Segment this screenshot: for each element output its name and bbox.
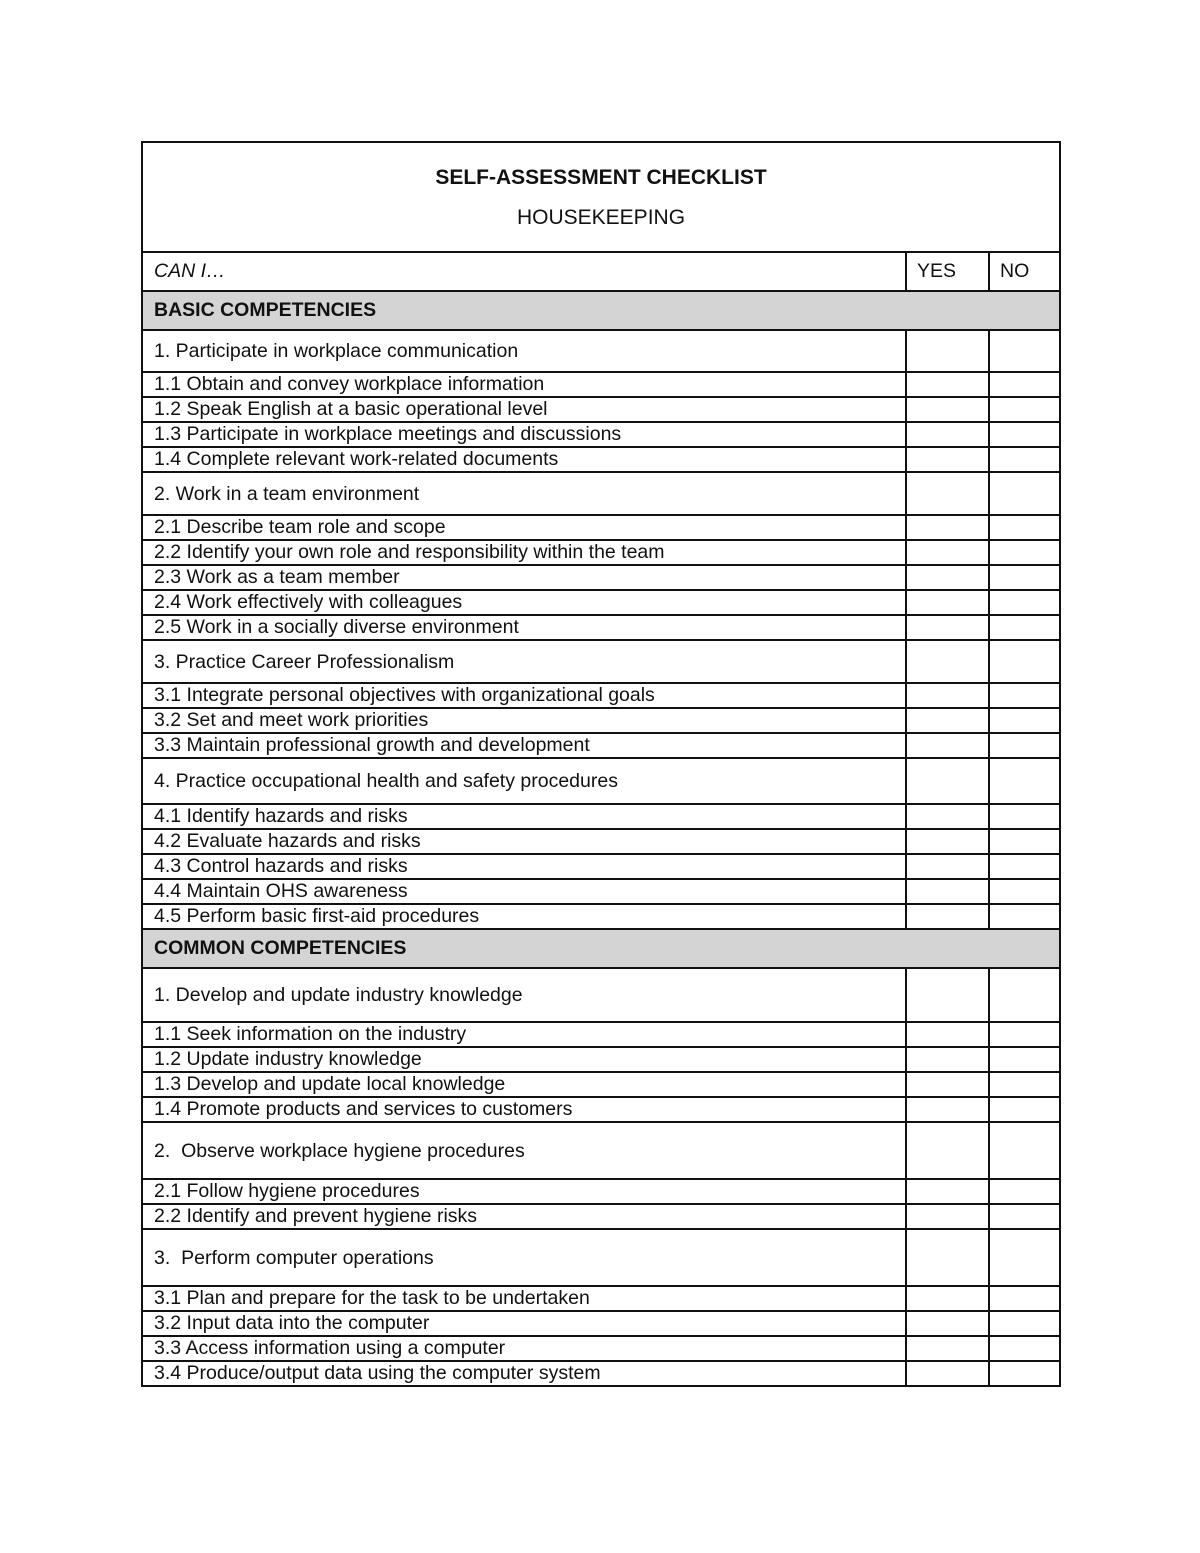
competency-group-row (142, 640, 1060, 683)
competency-label: 1.4 Complete relevant work-related documents (142, 447, 906, 472)
no-checkbox-cell[interactable] (989, 422, 1060, 447)
competency-label: 2.5 Work in a socially diverse environment (142, 615, 906, 640)
competency-label: 1.3 Participate in workplace meetings and discussions (142, 422, 906, 447)
yes-checkbox-cell[interactable] (906, 758, 989, 804)
competency-label: 3.2 Set and meet work priorities (142, 708, 906, 733)
yes-checkbox-cell[interactable] (906, 1072, 989, 1097)
no-checkbox-cell[interactable] (989, 397, 1060, 422)
yes-checkbox-cell[interactable] (906, 1311, 989, 1336)
competency-item-row (142, 615, 1060, 640)
yes-checkbox-cell[interactable] (906, 968, 989, 1022)
no-checkbox-cell[interactable] (989, 590, 1060, 615)
yes-checkbox-cell[interactable] (906, 515, 989, 540)
competency-label: 4.3 Control hazards and risks (142, 854, 906, 879)
competency-item-row (142, 397, 1060, 422)
competency-label: 2. Observe workplace hygiene procedures (142, 1122, 906, 1179)
competency-item-row (142, 1022, 1060, 1047)
competency-label: 2. Work in a team environment (142, 472, 906, 515)
competency-item-row (142, 854, 1060, 879)
competency-item-row (142, 1047, 1060, 1072)
competency-item-row (142, 683, 1060, 708)
column-header-row (142, 252, 1060, 291)
no-checkbox-cell[interactable] (989, 804, 1060, 829)
competency-group-row (142, 1122, 1060, 1179)
no-checkbox-cell[interactable] (989, 540, 1060, 565)
competency-label: 3.4 Produce/output data using the computer system (142, 1361, 906, 1386)
no-checkbox-cell[interactable] (989, 854, 1060, 879)
yes-checkbox-cell[interactable] (906, 1361, 989, 1386)
competency-label: 3.1 Plan and prepare for the task to be undertaken (142, 1286, 906, 1311)
competency-item-row (142, 1072, 1060, 1097)
yes-checkbox-cell[interactable] (906, 708, 989, 733)
competency-label: 3.1 Integrate personal objectives with organizational goals (142, 683, 906, 708)
yes-checkbox-cell[interactable] (906, 1229, 989, 1286)
competency-item-row (142, 1097, 1060, 1122)
competency-label: 1.2 Speak English at a basic operational level (142, 397, 906, 422)
section-header-row (142, 291, 1060, 330)
no-checkbox-cell[interactable] (989, 1229, 1060, 1286)
yes-checkbox-cell[interactable] (906, 879, 989, 904)
yes-checkbox-cell[interactable] (906, 904, 989, 929)
no-checkbox-cell[interactable] (989, 1072, 1060, 1097)
yes-checkbox-cell[interactable] (906, 854, 989, 879)
competency-item-row (142, 1179, 1060, 1204)
competency-item-row (142, 515, 1060, 540)
no-checkbox-cell[interactable] (989, 879, 1060, 904)
competency-label: 2.3 Work as a team member (142, 565, 906, 590)
yes-checkbox-cell[interactable] (906, 540, 989, 565)
competency-item-row (142, 422, 1060, 447)
competency-label: 4.1 Identify hazards and risks (142, 804, 906, 829)
competency-group-row (142, 1229, 1060, 1286)
checklist-sheet (141, 141, 1059, 1387)
competency-label: 2.2 Identify your own role and responsibility within the team (142, 540, 906, 565)
section-header-row (142, 929, 1060, 968)
yes-checkbox-cell[interactable] (906, 1179, 989, 1204)
competency-label: 3.3 Maintain professional growth and development (142, 733, 906, 758)
competency-label: 4.2 Evaluate hazards and risks (142, 829, 906, 854)
competency-item-row (142, 879, 1060, 904)
competency-item-row (142, 1311, 1060, 1336)
no-checkbox-cell[interactable] (989, 708, 1060, 733)
no-checkbox-cell[interactable] (989, 1361, 1060, 1386)
yes-checkbox-cell[interactable] (906, 590, 989, 615)
no-checkbox-cell[interactable] (989, 472, 1060, 515)
no-checkbox-cell[interactable] (989, 968, 1060, 1022)
competency-item-row (142, 804, 1060, 829)
competency-label: 3.2 Input data into the computer (142, 1311, 906, 1336)
no-checkbox-cell[interactable] (989, 1179, 1060, 1204)
competency-label: 1.1 Obtain and convey workplace information (142, 372, 906, 397)
competency-label: 1. Participate in workplace communication (142, 330, 906, 372)
competency-label: 4. Practice occupational health and safety procedures (142, 758, 906, 804)
column-header-prompt: CAN I… (142, 252, 906, 291)
no-checkbox-cell[interactable] (989, 829, 1060, 854)
yes-checkbox-cell[interactable] (906, 1286, 989, 1311)
competency-group-row (142, 968, 1060, 1022)
yes-checkbox-cell[interactable] (906, 1204, 989, 1229)
title-row (142, 142, 1060, 252)
section-title: BASIC COMPETENCIES (142, 291, 1060, 330)
no-checkbox-cell[interactable] (989, 1047, 1060, 1072)
yes-checkbox-cell[interactable] (906, 565, 989, 590)
section-title: COMMON COMPETENCIES (142, 929, 1060, 968)
no-checkbox-cell[interactable] (989, 615, 1060, 640)
competency-group-row (142, 330, 1060, 372)
yes-checkbox-cell[interactable] (906, 447, 989, 472)
no-checkbox-cell[interactable] (989, 683, 1060, 708)
yes-checkbox-cell[interactable] (906, 1047, 989, 1072)
competency-item-row (142, 1204, 1060, 1229)
competency-item-row (142, 733, 1060, 758)
competency-label: 2.4 Work effectively with colleagues (142, 590, 906, 615)
competency-label: 3.3 Access information using a computer (142, 1336, 906, 1361)
page-subtitle: HOUSEKEEPING (516, 206, 686, 229)
no-checkbox-cell[interactable] (989, 758, 1060, 804)
yes-checkbox-cell[interactable] (906, 397, 989, 422)
yes-checkbox-cell[interactable] (906, 804, 989, 829)
no-checkbox-cell[interactable] (989, 1204, 1060, 1229)
no-checkbox-cell[interactable] (989, 1122, 1060, 1179)
title-cell (142, 142, 1060, 252)
yes-checkbox-cell[interactable] (906, 330, 989, 372)
no-checkbox-cell[interactable] (989, 1336, 1060, 1361)
page-title: SELF-ASSESSMENT CHECKLIST (435, 166, 767, 189)
competency-label: 1.3 Develop and update local knowledge (142, 1072, 906, 1097)
competency-item-row (142, 1286, 1060, 1311)
no-checkbox-cell[interactable] (989, 733, 1060, 758)
no-checkbox-cell[interactable] (989, 447, 1060, 472)
competency-label: 2.1 Describe team role and scope (142, 515, 906, 540)
checklist-table (141, 141, 1061, 1387)
competency-label: 1.1 Seek information on the industry (142, 1022, 906, 1047)
no-checkbox-cell[interactable] (989, 1022, 1060, 1047)
no-checkbox-cell[interactable] (989, 330, 1060, 372)
no-checkbox-cell[interactable] (989, 640, 1060, 683)
column-header-yes: YES (906, 252, 989, 291)
competency-label: 3. Practice Career Professionalism (142, 640, 906, 683)
competency-label: 4.4 Maintain OHS awareness (142, 879, 906, 904)
no-checkbox-cell[interactable] (989, 904, 1060, 929)
competency-label: 1. Develop and update industry knowledge (142, 968, 906, 1022)
competency-group-row (142, 472, 1060, 515)
no-checkbox-cell[interactable] (989, 372, 1060, 397)
competency-item-row (142, 1361, 1060, 1386)
no-checkbox-cell[interactable] (989, 515, 1060, 540)
yes-checkbox-cell[interactable] (906, 1022, 989, 1047)
yes-checkbox-cell[interactable] (906, 733, 989, 758)
competency-label: 1.4 Promote products and services to customers (142, 1097, 906, 1122)
competency-item-row (142, 590, 1060, 615)
yes-checkbox-cell[interactable] (906, 829, 989, 854)
competency-item-row (142, 829, 1060, 854)
yes-checkbox-cell[interactable] (906, 422, 989, 447)
competency-item-row (142, 565, 1060, 590)
competency-label: 1.2 Update industry knowledge (142, 1047, 906, 1072)
no-checkbox-cell[interactable] (989, 1311, 1060, 1336)
yes-checkbox-cell[interactable] (906, 1122, 989, 1179)
competency-item-row (142, 372, 1060, 397)
competency-label: 2.1 Follow hygiene procedures (142, 1179, 906, 1204)
no-checkbox-cell[interactable] (989, 1286, 1060, 1311)
competency-label: 3. Perform computer operations (142, 1229, 906, 1286)
competency-item-row (142, 1336, 1060, 1361)
yes-checkbox-cell[interactable] (906, 640, 989, 683)
no-checkbox-cell[interactable] (989, 1097, 1060, 1122)
competency-item-row (142, 708, 1060, 733)
yes-checkbox-cell[interactable] (906, 1097, 989, 1122)
column-header-no: NO (989, 252, 1060, 291)
competency-item-row (142, 540, 1060, 565)
no-checkbox-cell[interactable] (989, 565, 1060, 590)
competency-group-row (142, 758, 1060, 804)
yes-checkbox-cell[interactable] (906, 615, 989, 640)
yes-checkbox-cell[interactable] (906, 472, 989, 515)
competency-item-row (142, 447, 1060, 472)
competency-label: 4.5 Perform basic first-aid procedures (142, 904, 906, 929)
competency-item-row (142, 904, 1060, 929)
yes-checkbox-cell[interactable] (906, 683, 989, 708)
yes-checkbox-cell[interactable] (906, 1336, 989, 1361)
yes-checkbox-cell[interactable] (906, 372, 989, 397)
competency-label: 2.2 Identify and prevent hygiene risks (142, 1204, 906, 1229)
